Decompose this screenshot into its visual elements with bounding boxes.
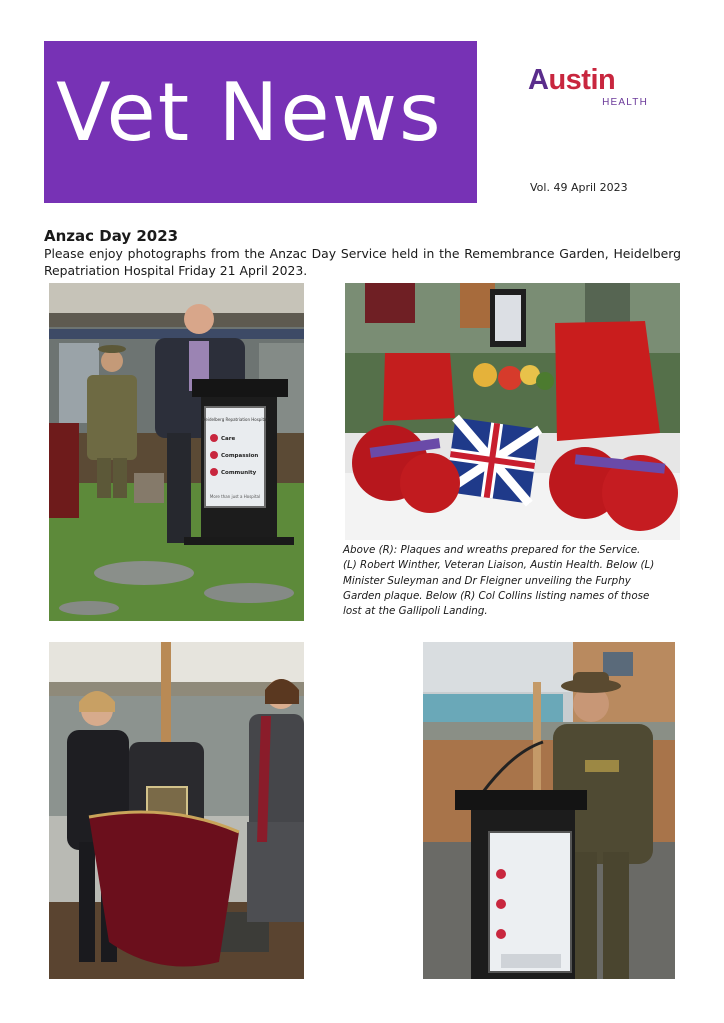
caption-line: Garden plaque. Below (R) Col Collins listing names of those <box>343 589 650 602</box>
article-intro: Please enjoy photographs from the Anzac Day Service held in the Remembrance Garden, Heidelberg Repatriation Hospital Friday 21 April 2023. <box>44 246 681 278</box>
caption-line: (L) Robert Winther, Veteran Liaison, Austin Health. Below (L) <box>343 559 655 572</box>
photo-speaker-lectern <box>49 283 304 621</box>
photo-wreaths-table <box>345 283 680 540</box>
article-heading: Anzac Day 2023 <box>44 227 179 245</box>
sign-item-care: Care <box>221 436 236 442</box>
issue-volume: Vol. 49 April 2023 <box>530 181 628 194</box>
sign-footer: More than just a Hospital <box>209 494 261 499</box>
sign-item-compassion: Compassion <box>221 453 259 459</box>
masthead-title: Vet News <box>56 66 443 159</box>
logo-subtitle: HEALTH <box>602 97 648 108</box>
photo-officer-lectern <box>423 642 675 979</box>
caption-line: lost at the Gallipoli Landing. <box>343 605 488 618</box>
caption-line: Above (R): Plaques and wreaths prepared for the Service. <box>343 544 641 556</box>
austin-health-logo <box>528 66 654 116</box>
sign-item-community: Community <box>221 470 257 476</box>
logo-word-rest: ustin <box>548 64 616 96</box>
masthead-banner <box>44 41 477 203</box>
photo-plaque-unveiling <box>49 642 304 979</box>
sign-title: Heidelberg Repatriation Hospital <box>202 417 268 422</box>
logo-letter-a: A <box>528 64 549 96</box>
photo-caption <box>343 543 683 619</box>
caption-line: Minister Suleyman and Dr Fleigner unveiling the Furphy <box>343 574 631 587</box>
logo-wordmark <box>528 66 615 95</box>
